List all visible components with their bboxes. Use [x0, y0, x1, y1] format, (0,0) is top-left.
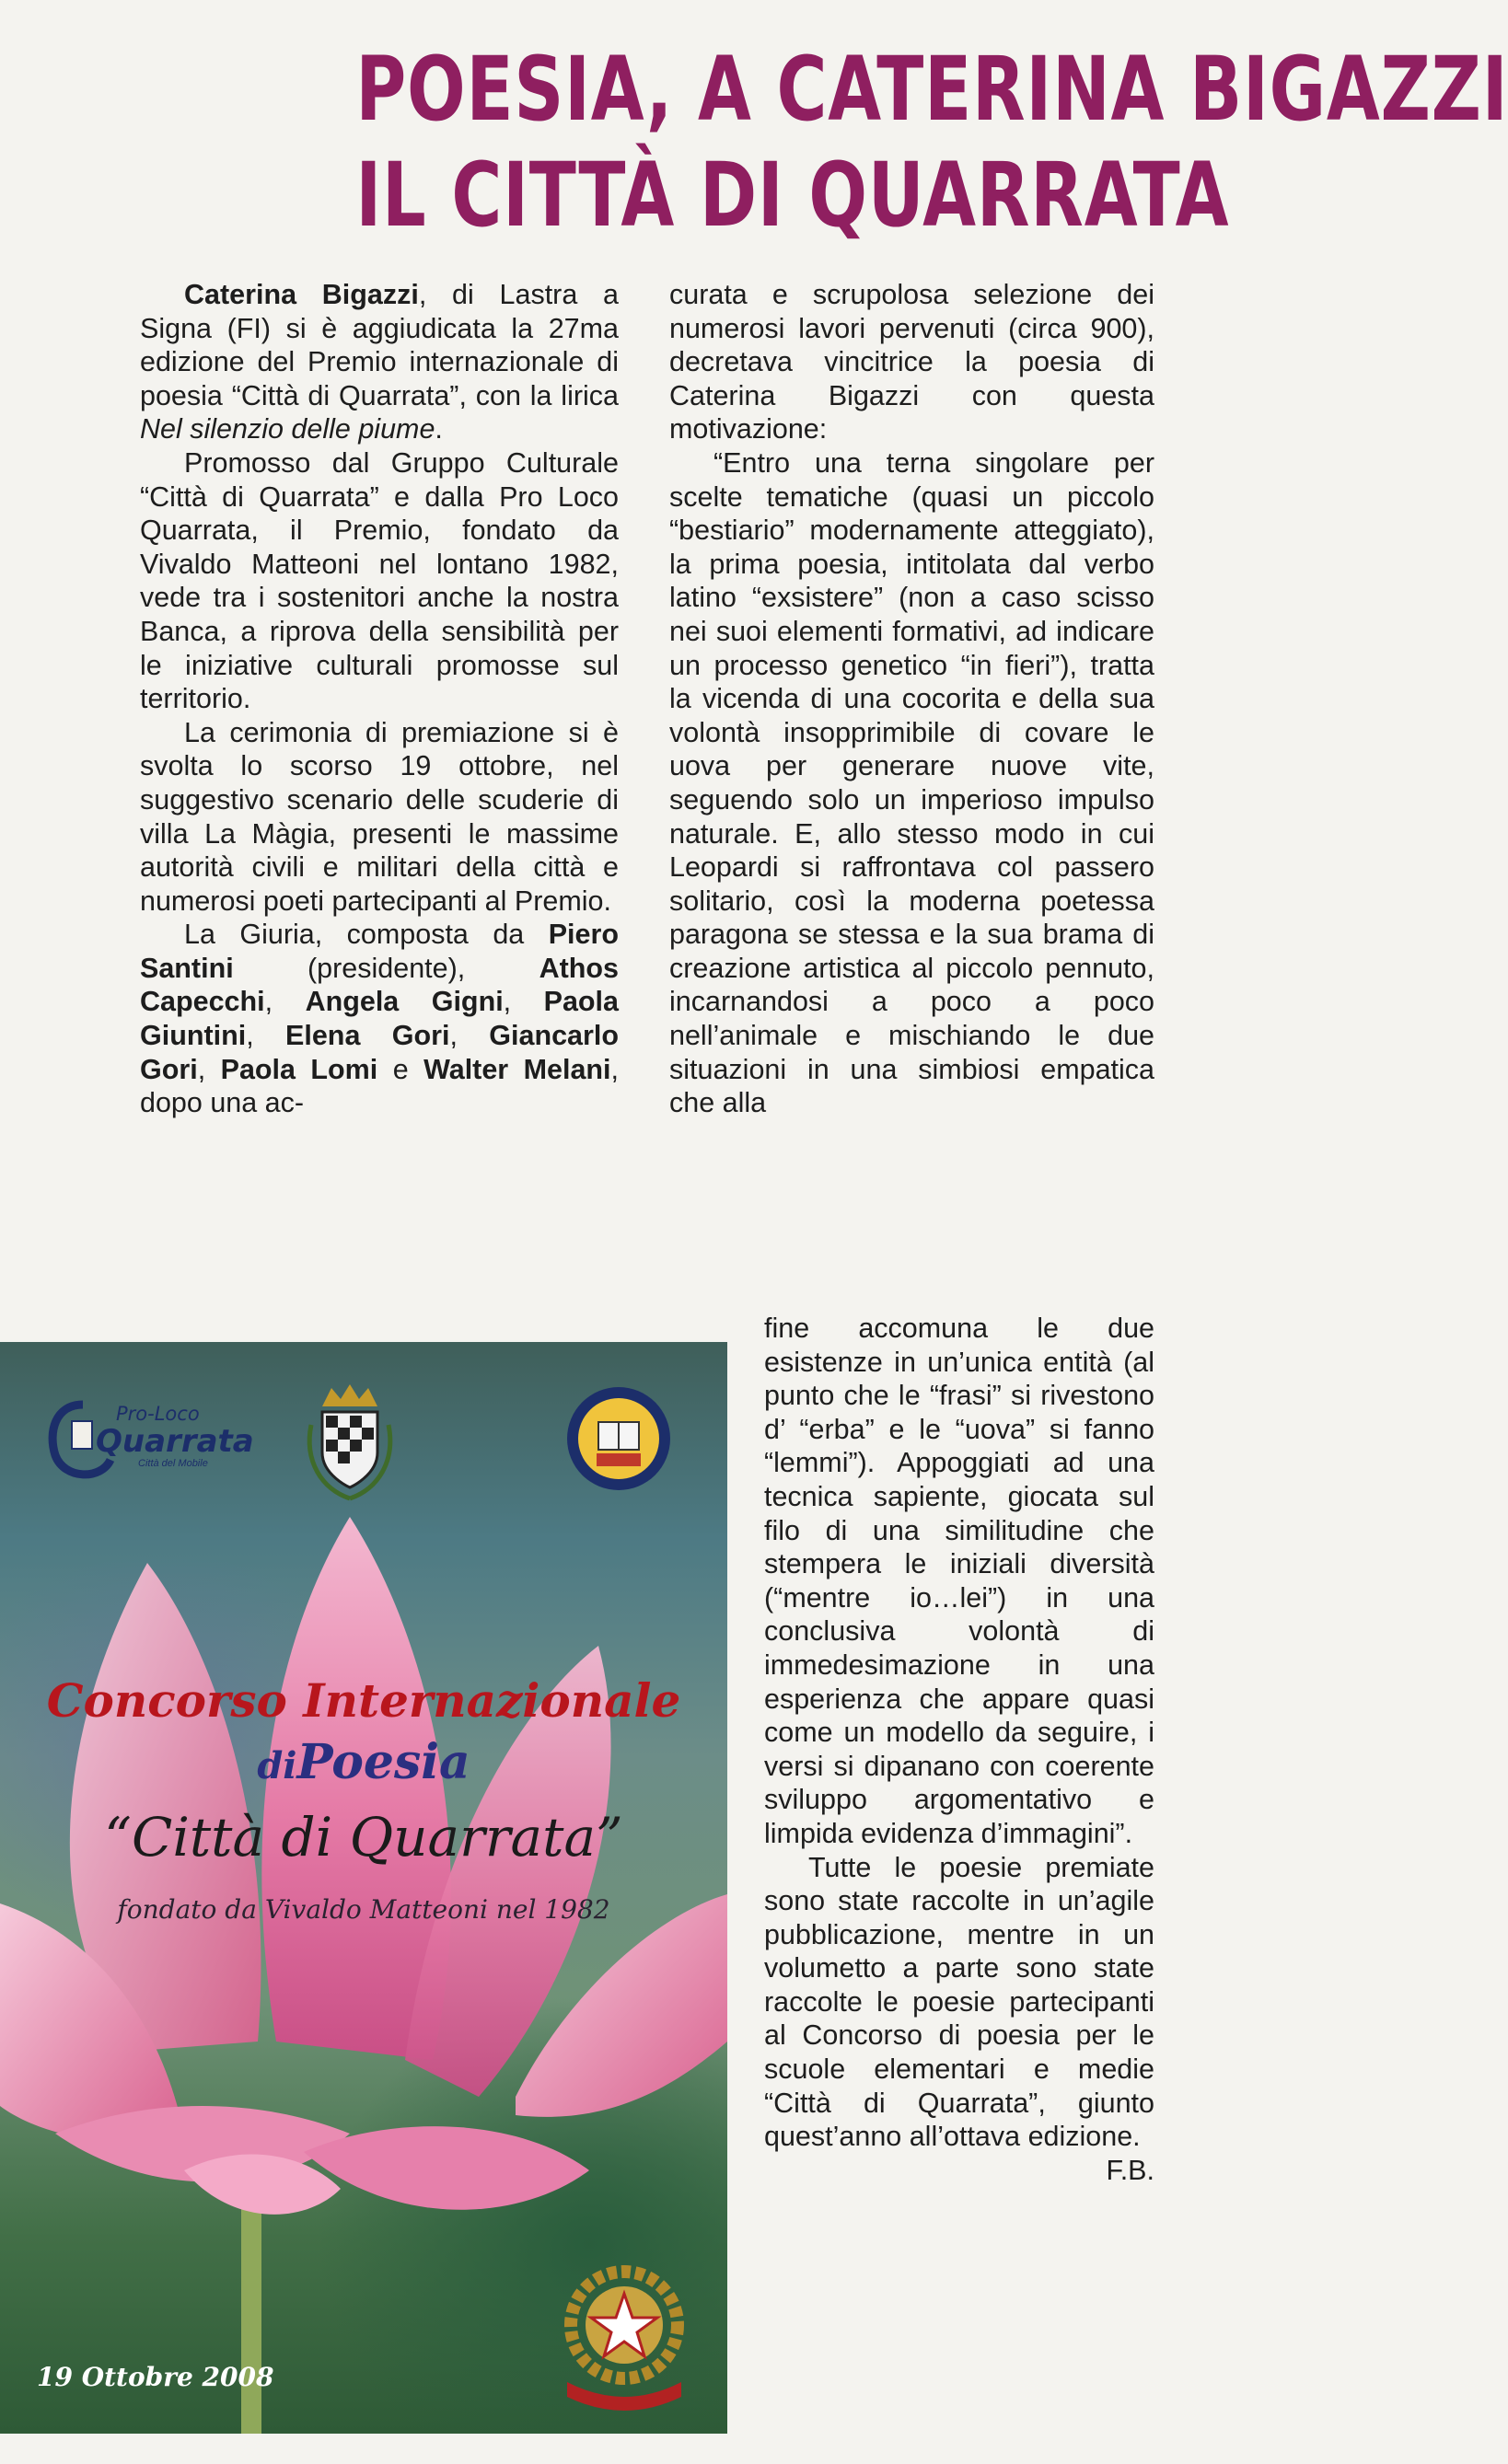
- municipal-crest-icon: [295, 1379, 405, 1508]
- italian-republic-emblem-icon: [551, 2253, 698, 2410]
- separator: ,: [449, 1020, 490, 1052]
- quarrata-logo-text: Quarrata: [96, 1423, 254, 1460]
- petal: [304, 2126, 589, 2210]
- poster-title-line-1: Concorso Internazionale: [46, 1673, 681, 1728]
- paragraph-4: [140, 918, 619, 1120]
- poem-title: Nel silenzio delle piume: [140, 413, 435, 445]
- contest-poster: [0, 1342, 727, 2434]
- winner-name: Caterina Bigazzi: [184, 279, 419, 310]
- paragraph-1: [140, 278, 619, 446]
- jury-name: Paola Giuntini: [140, 986, 619, 1052]
- paragraph-6: “Entro una terna singolare per scelte tematiche (quasi un piccolo “bestiario” modernamente atteggiato), la prima poesia, intitolata dal verbo latino “exsistere” (non a caso scisso nei suoi elementi formativi, ad indicare un processo genetico “in fieri”), tratta la vicenda di una cocorita e della sua volontà insopprimibile di covare le uova per generare nuove vite, seguendo solo un imperioso impulso naturale. E, allo stesso modo in cui Leopardi si raffrontava col passero solitario, così la moderna poetessa paragona se stessa e la sua brama di creazione artistica al piccolo pennuto, incarnandosi a poco a poco nell’animale e mischiando le due situazioni in una simbiosi empatica che alla: [669, 446, 1154, 1119]
- jury-name: Angela Gigni: [305, 986, 504, 1018]
- separator: ,: [264, 986, 306, 1018]
- paragraph-text: , dopo una ac-: [140, 1053, 619, 1119]
- citta-mobile-label: Città del Mobile: [138, 1458, 208, 1469]
- poster-subtitle: fondato da Vivaldo Matteoni nel 1982: [117, 1894, 610, 1925]
- petal: [184, 2155, 341, 2215]
- poster-title-line-2: [0, 1734, 727, 1790]
- jury-name: Giancarlo Gori: [140, 1020, 619, 1085]
- headline-line-2: IL CITTÀ DI QUARRATA: [355, 144, 1230, 247]
- paragraph-3: La cerimonia di premiazione si è svolta lo scorso 19 ottobre, nel suggestivo scenario delle scuderie di villa La Màgia, presenti le massime autorità civili e militari della città e numerosi poeti partecipanti al Premio.: [140, 716, 619, 917]
- poster-poesia: Poesia: [296, 1734, 470, 1790]
- separator: ,: [503, 986, 544, 1018]
- paragraph-text: , di Lastra a Signa (FI) si è aggiudicata la 27ma edizione del Premio internazionale di poesia “Città di Quarrata”, con la lirica: [140, 279, 619, 411]
- column-1: [140, 278, 619, 1120]
- poster-di: di: [257, 1744, 297, 1787]
- jury-name: Paola Lomi: [220, 1053, 378, 1085]
- headline: [355, 37, 1508, 249]
- headline-line-1: POESIA, A CATERINA BIGAZZI: [355, 38, 1508, 141]
- paragraph-7: fine accomuna le due esistenze in un’unica entità (al punto che le “frasi” si rivestono d’ “erba” e le “uova” si fanno “lemmi”). Appoggiati ad una tecnica sapiente, giocata sul filo di una similitudine che stempera le iniziali diversità (“mentre io…lei”) in una conclusiva volontà di immedesimazione in una esperienza che appare quasi come un modello da seguire, i versi si dipanano con coerente sviluppo argomentativo e limpida evidenza d’immagini”.: [764, 1313, 1154, 1849]
- paragraph-2: Promosso dal Gruppo Culturale “Città di Quarrata” e dalla Pro Loco Quarrata, il Premio, fondato da Vivaldo Matteoni nel lontano 1982, vede tra i sostenitori anche la nostra Banca, a riprova della sensibilità per le iniziative culturali promosse sul territorio.: [140, 446, 619, 715]
- paragraph-5: curata e scrupolosa selezione dei numerosi lavori pervenuti (circa 900), decretava vincitrice la poesia di Caterina Bigazzi con questa motivazione:: [669, 279, 1154, 445]
- signature: F.B.: [1106, 2154, 1154, 2186]
- jury-name: Walter Melani: [423, 1053, 611, 1085]
- column-3: [764, 1312, 1154, 2187]
- separator: ,: [246, 1020, 286, 1052]
- separator: ,: [197, 1053, 221, 1085]
- jury-name: Elena Gori: [285, 1020, 450, 1052]
- paragraph-text: (presidente),: [233, 952, 539, 984]
- paragraph-text: La Giuria, composta da: [184, 919, 549, 951]
- paragraph-text: .: [435, 413, 443, 445]
- pro-loco-label: Pro-Loco: [116, 1403, 200, 1425]
- paragraph-8: Tutte le poesie premiate sono state raccolte in un’agile pubblicazione, mentre in un volumetto a parte sono state raccolte le poesie partecipanti al Concorso di poesia per le scuole elementari e medie “Città di Quarrata”, giunto quest’anno all’ottava edizione.: [764, 1851, 1154, 2153]
- poster-date: 19 Ottobre 2008: [37, 2362, 274, 2392]
- jury-name: Athos Capecchi: [140, 952, 619, 1018]
- column-2: [669, 278, 1154, 1120]
- poster-title-line-3: “Città di Quarrata”: [104, 1806, 623, 1868]
- jury-name: Piero Santini: [140, 919, 619, 984]
- cultural-group-seal-icon: [563, 1383, 674, 1494]
- separator: e: [377, 1053, 424, 1085]
